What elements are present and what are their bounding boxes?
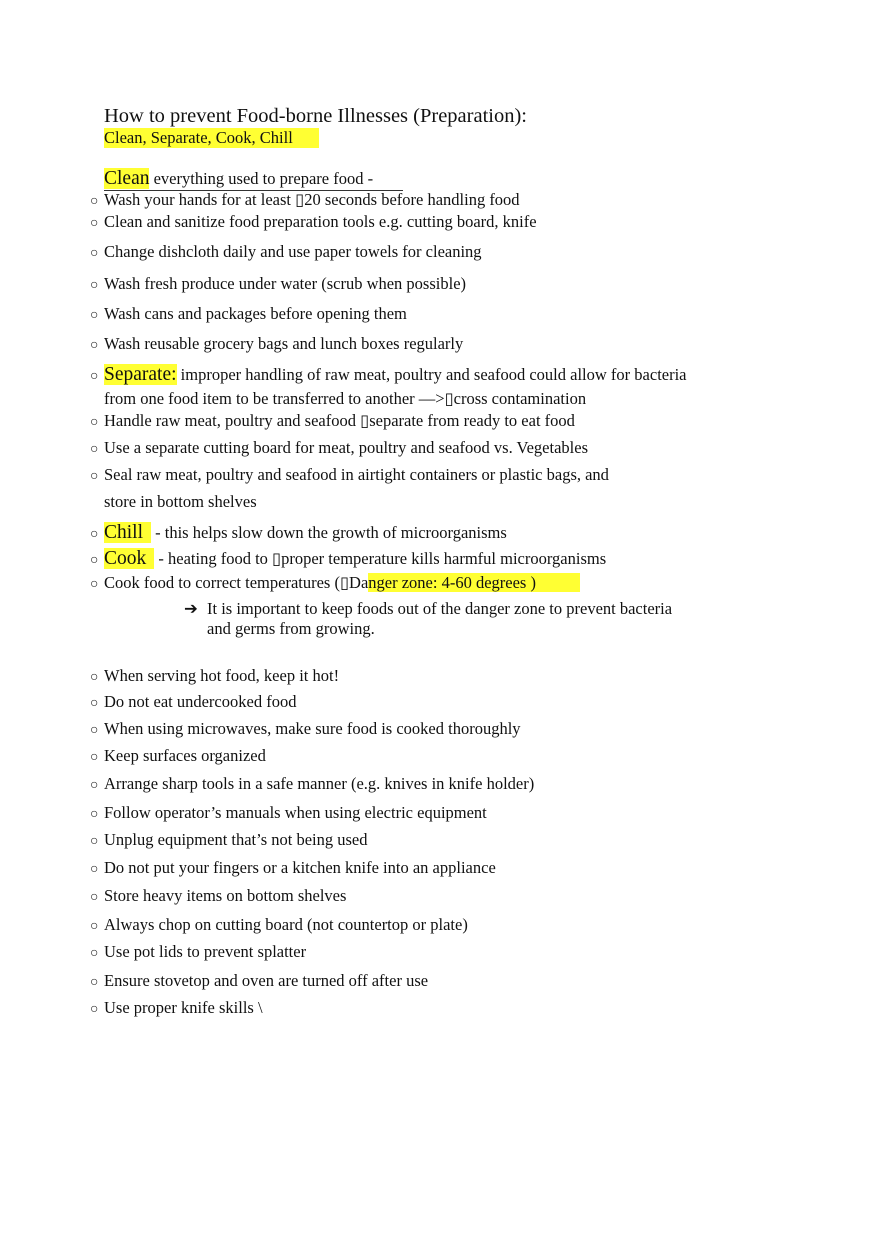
list-item: ○ Seal raw meat, poultry and seafood in airtight containers or plastic bags, and (90, 465, 609, 487)
separate-continuation: from one food item to be transferred to another —>▯cross contamination (104, 389, 587, 408)
list-item: ○ Always chop on cutting board (not countertop or plate) (90, 915, 468, 937)
bullet-icon: ○ (90, 890, 99, 905)
arrow-note-line1: It is important to keep foods out of the danger zone to prevent bacteria (207, 599, 673, 618)
list-item: ○ Change dishcloth daily and use paper towels for cleaning (90, 242, 482, 264)
list-item: ○ Wash fresh produce under water (scrub when possible) (90, 274, 466, 296)
separate-item-continuation: store in bottom shelves (104, 492, 257, 511)
bullet-icon: ○ (90, 369, 99, 384)
clean-text: everything used to prepare food - (149, 169, 374, 188)
chill-heading (90, 523, 507, 545)
list-item: ○ When using microwaves, make sure food is cooked thoroughly (90, 719, 521, 741)
bullet-icon: ○ (90, 415, 99, 430)
list-item: ○ Wash your hands for at least ▯20 seconds before handling food (90, 190, 520, 212)
danger-zone-highlight: nger zone: 4-60 degrees ) (368, 573, 580, 592)
cook-text: - heating food to ▯proper temperature kills harmful microorganisms (154, 549, 607, 568)
chill-text: - this helps slow down the growth of microorganisms (151, 523, 507, 542)
list-item: ○ Ensure stovetop and oven are turned off after use (90, 971, 428, 993)
chill-keyword: Chill (104, 522, 151, 543)
bullet-icon: ○ (90, 778, 99, 793)
list-item: ○ Keep surfaces organized (90, 746, 266, 768)
arrow-note-line2: and germs from growing. (207, 619, 375, 638)
subtitle: Clean, Separate, Cook, Chill (104, 128, 319, 148)
bullet-icon: ○ (90, 919, 99, 934)
clean-keyword: Clean (104, 168, 150, 189)
list-item: ○ Use pot lids to prevent splatter (90, 942, 306, 964)
bullet-icon: ○ (90, 807, 99, 822)
bullet-icon: ○ (90, 338, 99, 353)
list-item: ○ Arrange sharp tools in a safe manner (e.g. knives in knife holder) (90, 774, 534, 796)
bullet-icon: ○ (90, 308, 99, 323)
bullet-icon: ○ (90, 750, 99, 765)
bullet-icon: ○ (90, 278, 99, 293)
bullet-icon: ○ (90, 696, 99, 711)
separate-heading (90, 365, 687, 387)
list-item: ○ Clean and sanitize food preparation tools e.g. cutting board, knife (90, 212, 537, 234)
bullet-icon: ○ (90, 527, 99, 542)
bullet-icon: ○ (90, 1002, 99, 1017)
bullet-icon: ○ (90, 246, 99, 261)
bullet-icon: ○ (90, 469, 99, 484)
list-item: ○ Store heavy items on bottom shelves (90, 886, 346, 908)
list-item: ○ Follow operator’s manuals when using electric equipment (90, 803, 487, 825)
list-item: ○ Use a separate cutting board for meat, poultry and seafood vs. Vegetables (90, 438, 588, 460)
bullet-icon: ○ (90, 975, 99, 990)
separate-text: improper handling of raw meat, poultry and seafood could allow for bacteria (176, 365, 687, 384)
clean-heading (104, 168, 403, 191)
cook-keyword: Cook (104, 548, 154, 569)
bullet-icon: ○ (90, 862, 99, 877)
list-item: ○ Do not put your fingers or a kitchen knife into an appliance (90, 858, 496, 880)
bullet-icon: ○ (90, 670, 99, 685)
bullet-icon: ○ (90, 442, 99, 457)
bullet-icon: ○ (90, 553, 99, 568)
cook-heading (90, 549, 606, 571)
cook-temp-item (90, 573, 580, 595)
list-item: ○ Use proper knife skills \ (90, 998, 263, 1020)
bullet-icon: ○ (90, 577, 99, 592)
separate-keyword: Separate: (104, 364, 177, 385)
bullet-icon: ○ (90, 723, 99, 738)
list-item: ○ Handle raw meat, poultry and seafood ▯separate from ready to eat food (90, 411, 575, 433)
list-item: ○ Do not eat undercooked food (90, 692, 296, 714)
list-item: ○ Wash cans and packages before opening them (90, 304, 407, 326)
bullet-icon: ○ (90, 834, 99, 849)
arrow-note (184, 598, 672, 619)
arrow-right-icon: ➔ (184, 599, 198, 618)
page-title: How to prevent Food-borne Illnesses (Preparation): (104, 105, 527, 127)
list-item: ○ When serving hot food, keep it hot! (90, 666, 339, 688)
cook-temp-prefix: Cook food to correct temperatures (▯Da (104, 573, 369, 592)
bullet-icon: ○ (90, 194, 99, 209)
list-item: ○ Wash reusable grocery bags and lunch boxes regularly (90, 334, 463, 356)
bullet-icon: ○ (90, 216, 99, 231)
list-item: ○ Unplug equipment that’s not being used (90, 830, 368, 852)
bullet-icon: ○ (90, 946, 99, 961)
